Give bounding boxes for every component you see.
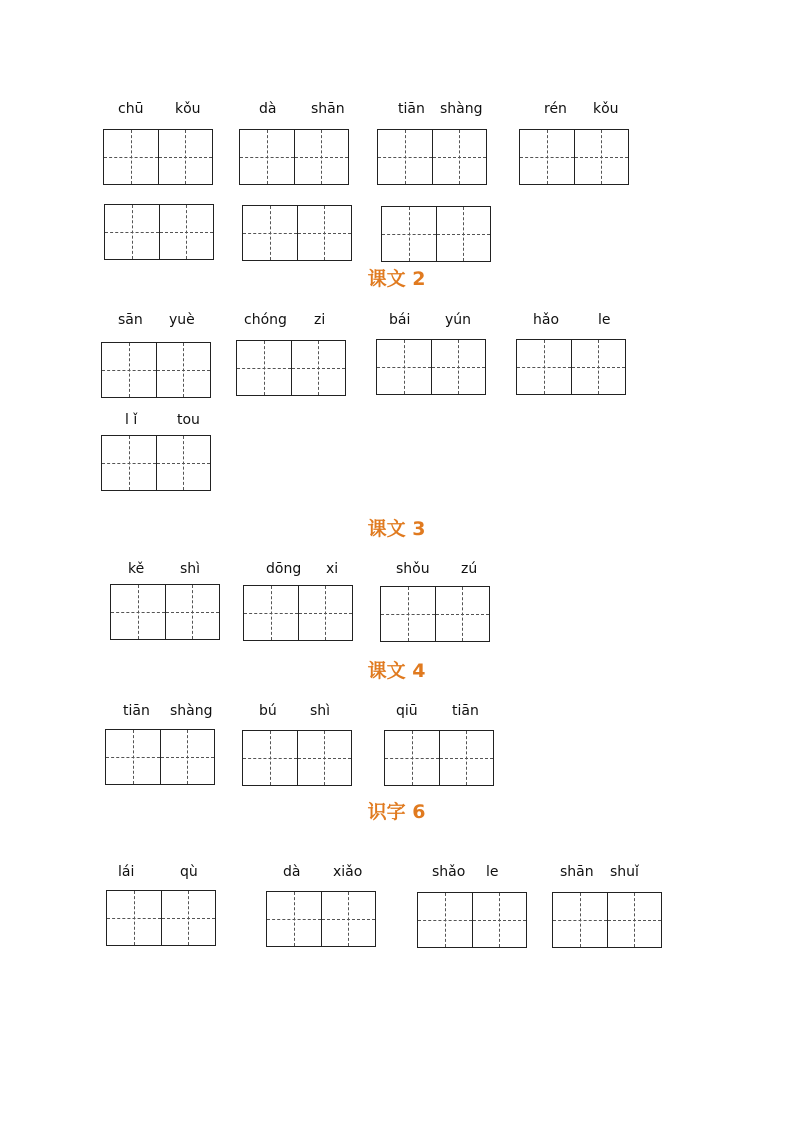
writing-grid[interactable]	[243, 585, 353, 641]
grid-cell[interactable]	[607, 893, 662, 947]
grid-cell[interactable]	[418, 893, 472, 947]
pinyin-label: shuǐ	[610, 864, 639, 880]
pinyin-label: qù	[180, 864, 198, 880]
grid-cell[interactable]	[161, 891, 216, 945]
grid-cell[interactable]	[298, 586, 353, 640]
writing-grid[interactable]	[103, 129, 213, 185]
grid-cell[interactable]	[240, 130, 294, 184]
pinyin-label: bú	[259, 703, 277, 719]
grid-cell[interactable]	[517, 340, 571, 394]
grid-cell[interactable]	[574, 130, 629, 184]
pinyin-label: yún	[445, 312, 472, 328]
pinyin-label: l ǐ	[125, 412, 138, 428]
pinyin-label: xiǎo	[333, 864, 363, 880]
writing-grid[interactable]	[101, 342, 211, 398]
pinyin-label: shǎo	[432, 864, 466, 880]
pinyin-label: shàng	[440, 101, 483, 117]
pinyin-label: kě	[128, 561, 145, 577]
writing-grid[interactable]	[381, 206, 491, 262]
pinyin-label: zú	[461, 561, 478, 577]
grid-cell[interactable]	[321, 892, 376, 946]
grid-cell[interactable]	[104, 130, 158, 184]
grid-cell[interactable]	[243, 731, 297, 785]
pinyin-label: tiān	[398, 101, 425, 117]
grid-cell[interactable]	[431, 340, 486, 394]
pinyin-label: chū	[118, 101, 144, 117]
section-heading-lesson-2: 课文 2	[367, 268, 426, 290]
grid-cell[interactable]	[158, 130, 213, 184]
writing-grid[interactable]	[236, 340, 346, 396]
pinyin-label: dà	[283, 864, 301, 880]
pinyin-label: dà	[259, 101, 277, 117]
grid-cell[interactable]	[160, 730, 215, 784]
pinyin-label: zi	[314, 312, 326, 328]
pinyin-label: shàng	[170, 703, 213, 719]
writing-grid[interactable]	[106, 890, 216, 946]
writing-grid[interactable]	[104, 204, 214, 260]
grid-cell[interactable]	[102, 436, 156, 490]
grid-cell[interactable]	[244, 586, 298, 640]
pinyin-label: shì	[310, 703, 331, 719]
grid-cell[interactable]	[297, 206, 352, 260]
grid-cell[interactable]	[156, 436, 211, 490]
writing-grid[interactable]	[242, 205, 352, 261]
writing-grid[interactable]	[519, 129, 629, 185]
grid-cell[interactable]	[385, 731, 439, 785]
pinyin-label: tou	[177, 412, 200, 428]
grid-cell[interactable]	[436, 207, 491, 261]
pinyin-label: tiān	[452, 703, 479, 719]
pinyin-label: le	[486, 864, 499, 880]
grid-cell[interactable]	[106, 730, 160, 784]
pinyin-label: tiān	[123, 703, 150, 719]
grid-cell[interactable]	[382, 207, 436, 261]
writing-grid[interactable]	[376, 339, 486, 395]
writing-grid[interactable]	[552, 892, 662, 948]
pinyin-label: shì	[180, 561, 201, 577]
grid-cell[interactable]	[165, 585, 220, 639]
grid-cell[interactable]	[297, 731, 352, 785]
pinyin-label: rén	[544, 101, 567, 117]
grid-cell[interactable]	[156, 343, 211, 397]
grid-cell[interactable]	[267, 892, 321, 946]
pinyin-label: kǒu	[175, 101, 201, 117]
grid-cell[interactable]	[243, 206, 297, 260]
grid-cell[interactable]	[159, 205, 214, 259]
grid-cell[interactable]	[381, 587, 435, 641]
writing-grid[interactable]	[377, 129, 487, 185]
pinyin-label: dōng	[266, 561, 302, 577]
writing-grid[interactable]	[380, 586, 490, 642]
pinyin-label: chóng	[244, 312, 287, 328]
pinyin-label: shān	[560, 864, 594, 880]
writing-grid[interactable]	[384, 730, 494, 786]
pinyin-label: xi	[326, 561, 339, 577]
grid-cell[interactable]	[520, 130, 574, 184]
grid-cell[interactable]	[378, 130, 432, 184]
section-heading-literacy-6: 识字 6	[367, 801, 426, 823]
grid-cell[interactable]	[435, 587, 490, 641]
pinyin-label: yuè	[169, 312, 195, 328]
writing-grid[interactable]	[417, 892, 527, 948]
grid-cell[interactable]	[432, 130, 487, 184]
writing-grid[interactable]	[105, 729, 215, 785]
pinyin-label: kǒu	[593, 101, 619, 117]
pinyin-label: bái	[389, 312, 411, 328]
grid-cell[interactable]	[377, 340, 431, 394]
pinyin-label: qiū	[396, 703, 418, 719]
writing-grid[interactable]	[101, 435, 211, 491]
grid-cell[interactable]	[105, 205, 159, 259]
grid-cell[interactable]	[472, 893, 527, 947]
writing-grid[interactable]	[110, 584, 220, 640]
pinyin-label: shǒu	[396, 561, 430, 577]
writing-grid[interactable]	[239, 129, 349, 185]
grid-cell[interactable]	[237, 341, 291, 395]
grid-cell[interactable]	[291, 341, 346, 395]
writing-grid[interactable]	[266, 891, 376, 947]
pinyin-label: shān	[311, 101, 345, 117]
section-heading-lesson-3: 课文 3	[367, 518, 426, 540]
section-heading-lesson-4: 课文 4	[367, 660, 426, 682]
grid-cell[interactable]	[102, 343, 156, 397]
grid-cell[interactable]	[107, 891, 161, 945]
grid-cell[interactable]	[571, 340, 626, 394]
pinyin-label: hǎo	[533, 312, 560, 328]
grid-cell[interactable]	[294, 130, 349, 184]
writing-grid[interactable]	[516, 339, 626, 395]
pinyin-label: sān	[118, 312, 143, 328]
grid-cell[interactable]	[553, 893, 607, 947]
grid-cell[interactable]	[439, 731, 494, 785]
pinyin-label: lái	[118, 864, 135, 880]
writing-grid[interactable]	[242, 730, 352, 786]
grid-cell[interactable]	[111, 585, 165, 639]
pinyin-label: le	[598, 312, 611, 328]
